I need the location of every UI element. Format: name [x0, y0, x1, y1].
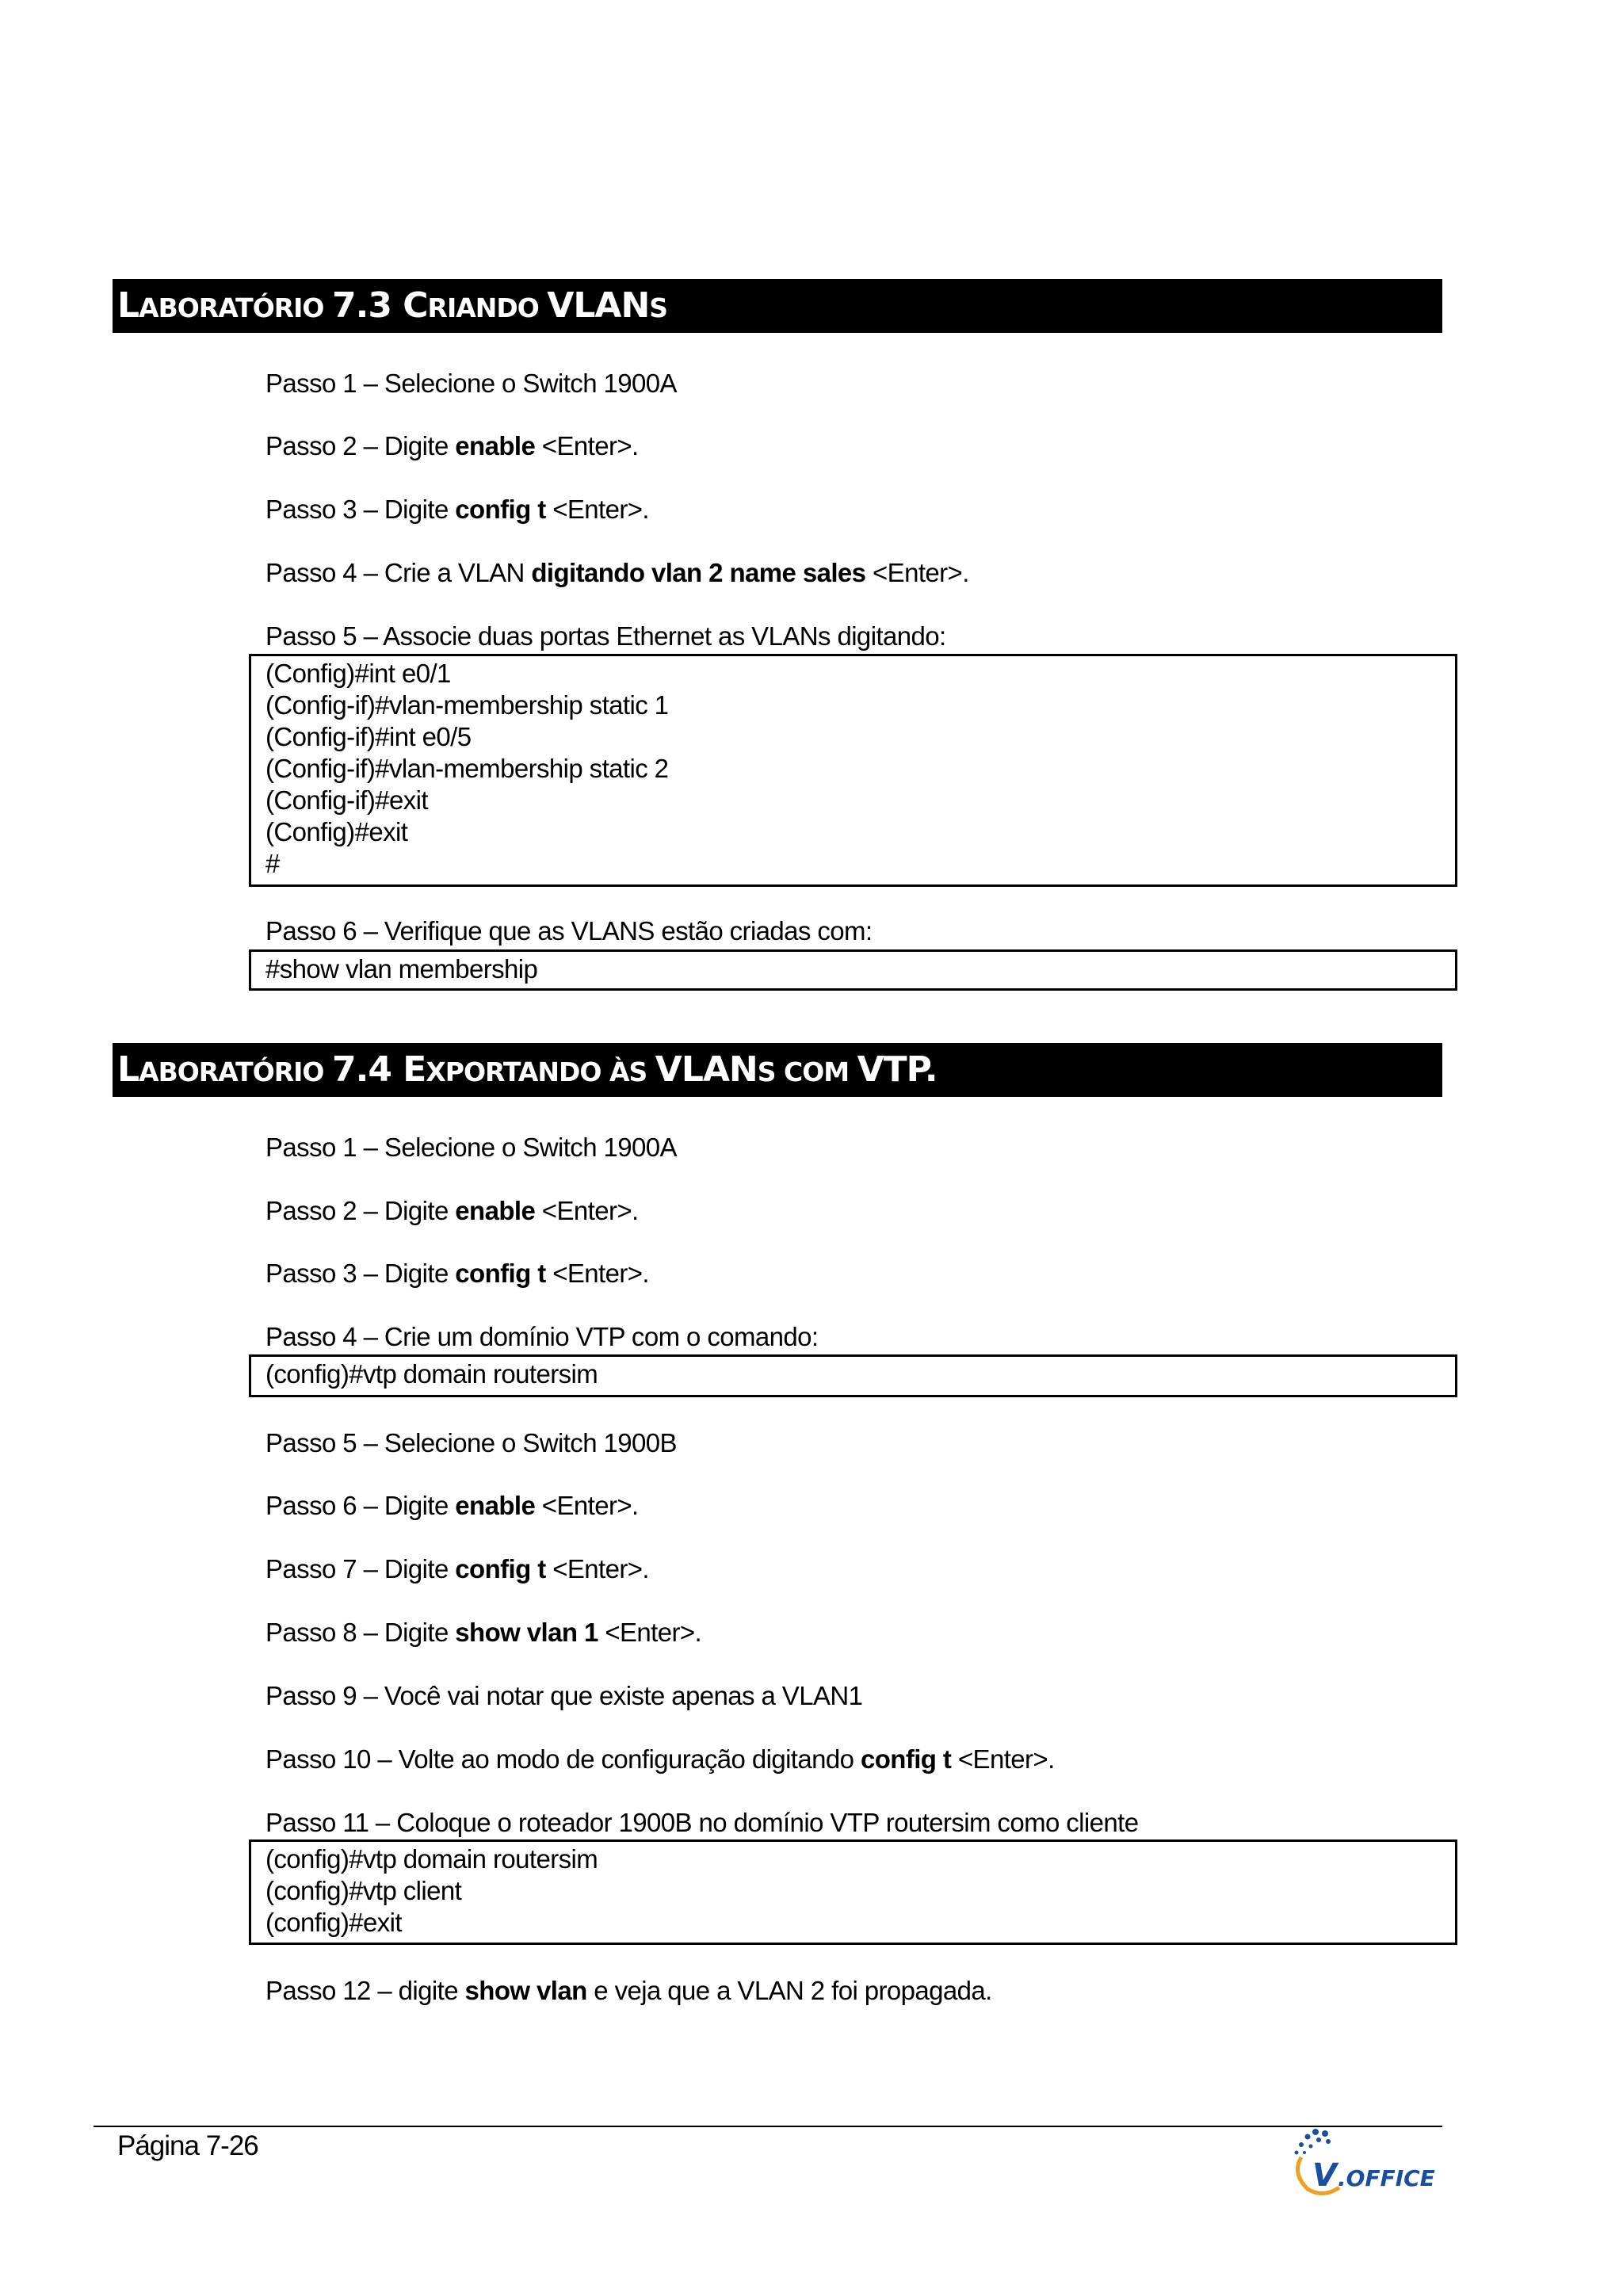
- lab73-step-3: [265, 494, 649, 525]
- lab74-step-5: [265, 1427, 677, 1459]
- lab-7-3-header: [113, 279, 1442, 333]
- logo-dot: [1295, 2151, 1299, 2155]
- step-command: digitando vlan 2 name sales: [531, 558, 866, 587]
- step-command: config t: [455, 495, 546, 524]
- code-line: (Config)#exit: [265, 817, 408, 846]
- logo-dots: [1295, 2129, 1331, 2155]
- header-text: L: [117, 1049, 139, 1090]
- logo-dot: [1312, 2129, 1319, 2135]
- step-text: Passo 1 – Selecione o Switch 1900A: [265, 1133, 677, 1162]
- code-line: (Config-if)#int e0/5: [265, 722, 472, 751]
- logo-dot: [1322, 2130, 1328, 2137]
- step-text: <Enter>.: [545, 1259, 649, 1288]
- step-text: <Enter>.: [545, 495, 649, 524]
- code-box-vtp-client: [249, 1839, 1457, 1945]
- code-line: #: [265, 849, 280, 878]
- lab74-step-11: [265, 1807, 1138, 1839]
- code-box-vlan-membership: [249, 654, 1457, 887]
- header-text: RIANDO: [427, 292, 548, 323]
- step-text: Passo 11 – Coloque o roteador 1900B no domínio VTP routersim como cliente: [265, 1808, 1139, 1837]
- code-line: #show vlan membership: [265, 954, 538, 984]
- lab74-step-3: [265, 1258, 649, 1289]
- step-text: Passo 3 – Digite: [265, 495, 456, 524]
- step-command: enable: [455, 1491, 536, 1520]
- step-text: Passo 5 – Selecione o Switch 1900B: [265, 1428, 677, 1457]
- step-text: Passo 5 – Associe duas portas Ethernet as VLANs digitando:: [265, 621, 946, 651]
- lab74-step-2: [265, 1195, 639, 1227]
- lab73-step-5: [265, 621, 946, 652]
- step-text: <Enter>.: [535, 1491, 639, 1520]
- step-text: <Enter>.: [535, 1196, 639, 1225]
- step-command: show vlan: [464, 1976, 587, 2005]
- header-text: XPORTANDO ÀS: [426, 1056, 655, 1087]
- step-text: Passo 8 – Digite: [265, 1618, 456, 1647]
- step-text: Passo 2 – Digite: [265, 1196, 456, 1225]
- code-box-show-vlan: [249, 949, 1457, 991]
- code-line: (config)#vtp client: [265, 1876, 462, 1905]
- step-text: Passo 6 – Digite: [265, 1491, 456, 1520]
- logo-dot: [1305, 2134, 1311, 2140]
- logo-dot: [1303, 2151, 1306, 2154]
- lab73-step-6: [265, 915, 873, 947]
- step-text: <Enter>.: [545, 1554, 649, 1584]
- step-command: config t: [455, 1554, 546, 1584]
- lab74-step-10: [265, 1744, 1055, 1775]
- step-text: Passo 6 – Verifique que as VLANS estão criadas com:: [265, 916, 873, 946]
- logo-dot: [1299, 2142, 1304, 2147]
- step-text: Passo 12 – digite: [265, 1976, 465, 2005]
- header-text: 7.4 E: [331, 1049, 426, 1090]
- lab74-step-4: [265, 1321, 819, 1353]
- step-command: enable: [455, 431, 536, 460]
- step-command: config t: [455, 1259, 546, 1288]
- step-text: Passo 4 – Crie a VLAN: [265, 558, 532, 587]
- code-line: (Config-if)#exit: [265, 785, 428, 815]
- step-text: Passo 4 – Crie um domínio VTP com o comando:: [265, 1322, 819, 1351]
- step-command: config t: [860, 1744, 952, 1774]
- step-text: e veja que a VLAN 2 foi propagada.: [586, 1976, 992, 2005]
- step-command: enable: [455, 1196, 536, 1225]
- header-text: S: [649, 292, 668, 323]
- step-text: <Enter>.: [951, 1744, 1055, 1774]
- code-line: (config)#vtp domain routersim: [265, 1359, 598, 1389]
- code-line: (config)#vtp domain routersim: [265, 1844, 598, 1874]
- header-text: VLAN: [655, 1049, 758, 1090]
- header-text: S COM: [757, 1056, 857, 1087]
- logo-dot: [1316, 2137, 1321, 2142]
- step-command: show vlan 1: [455, 1618, 598, 1647]
- lab73-step-4: [265, 557, 969, 589]
- lab74-step-7: [265, 1553, 649, 1585]
- step-text: Passo 1 – Selecione o Switch 1900A: [265, 369, 677, 398]
- voffice-logo: [1284, 2126, 1450, 2202]
- code-line: (Config-if)#vlan-membership static 1: [265, 690, 669, 720]
- lab-7-4-header: [113, 1043, 1442, 1097]
- lab74-step-1: [265, 1132, 677, 1163]
- header-text: VLAN: [547, 285, 650, 326]
- header-text: ABORATÓRIO: [139, 292, 332, 323]
- step-text: Passo 2 – Digite: [265, 431, 456, 460]
- code-line: (Config)#int e0/1: [265, 659, 451, 688]
- lab74-step-6: [265, 1490, 639, 1522]
- logo-dot: [1326, 2139, 1331, 2144]
- header-text: ABORATÓRIO: [139, 1056, 332, 1087]
- code-line: (Config-if)#vlan-membership static 2: [265, 754, 669, 783]
- step-text: Passo 10 – Volte ao modo de configuração digitando: [265, 1744, 861, 1774]
- header-text: 7.3 C: [331, 285, 428, 326]
- logo-letter: V: [1312, 2157, 1337, 2194]
- lab74-step-8: [265, 1617, 701, 1648]
- step-text: <Enter>.: [535, 431, 639, 460]
- step-text: Passo 3 – Digite: [265, 1259, 456, 1288]
- lab73-step-1: [265, 368, 677, 399]
- step-text: <Enter>.: [865, 558, 969, 587]
- step-text: Passo 7 – Digite: [265, 1554, 456, 1584]
- logo-dot: [1309, 2145, 1313, 2149]
- page-number: Página 7-26: [117, 2130, 258, 2161]
- lab74-step-9: [265, 1680, 862, 1712]
- logo-wordmark: .OFFICE: [1338, 2165, 1435, 2191]
- header-text: VTP.: [857, 1049, 938, 1090]
- step-text: Passo 9 – Você vai notar que existe apenas a VLAN1: [265, 1681, 863, 1710]
- lab73-step-2: [265, 430, 639, 462]
- code-line: (config)#exit: [265, 1908, 402, 1937]
- footer-divider: [94, 2126, 1442, 2127]
- step-text: <Enter>.: [598, 1618, 702, 1647]
- lab74-step-12: [265, 1975, 992, 2007]
- code-box-vtp-domain: [249, 1354, 1457, 1397]
- header-text: L: [117, 285, 139, 326]
